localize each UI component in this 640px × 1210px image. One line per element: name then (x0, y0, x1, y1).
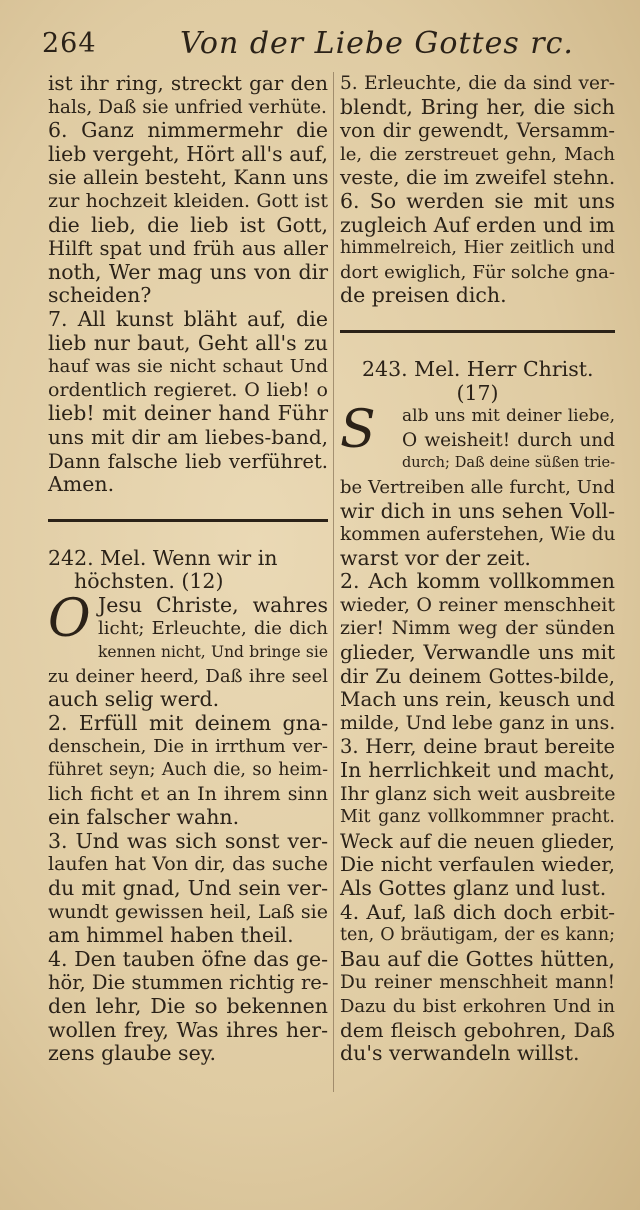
text-line: 7. All kunst bläht auf, die (48, 306, 328, 331)
hymn-tune-number: (17) (456, 380, 499, 405)
text-line: ten, O bräutigam, der es kann; (340, 925, 615, 946)
text-line: hör, Die stummen richtig re- (48, 971, 329, 995)
drop-cap: S (340, 400, 376, 461)
text-line: 5. Erleuchte, die da sind ver- (340, 73, 615, 94)
text-line: Amen. (48, 472, 115, 497)
hymn-title: 242. Mel. Wenn wir in (48, 545, 278, 570)
text-line: blendt, Bring her, die sich (340, 94, 615, 119)
text-line: Jesu Christe, wahres (98, 592, 328, 617)
stanza-4 (340, 901, 615, 1066)
text-line: laufen hat Von dir, das suche (48, 853, 328, 876)
stanza-2 (48, 712, 328, 830)
text-line: den lehr, Die so bekennen (48, 993, 328, 1018)
text-line: zu deiner heerd, Daß ihre seel (48, 665, 328, 687)
text-line: himmelreich, Hier zeitlich und (340, 238, 615, 259)
text-line: dem fleisch gebohren, Daß (340, 1017, 615, 1042)
text-line: Hilft spat und früh aus aller (48, 237, 328, 261)
section-rule (340, 308, 615, 348)
stanza-3 (340, 735, 615, 900)
text-line: Weck auf die neuen glieder, (340, 829, 615, 853)
text-line: Ihr glanz sich weit ausbreite (340, 782, 616, 805)
stanza-6 (48, 119, 328, 308)
text-line: zugleich Auf erden und im (340, 212, 615, 237)
text-line: 2. Ach komm vollkommen (340, 569, 615, 594)
text-line: kennen nicht, Und bringe sie (98, 643, 328, 662)
text-line: dir Zu deinem Gottes-bilde, (340, 664, 615, 688)
text-line: O weisheit! durch und (402, 429, 615, 451)
text-line: lieb! mit deiner hand Führ (48, 401, 328, 426)
text-line: du's verwandeln willst. (340, 1041, 580, 1066)
text-line: kommen auferstehen, Wie du (340, 524, 616, 546)
text-line: warst vor der zeit. (340, 545, 531, 570)
text-line: ist ihr ring, streckt gar den (48, 71, 328, 95)
hymn-title: höchsten. (12) (74, 569, 224, 594)
text-line: Du reiner menschheit mann! (340, 972, 615, 994)
right-column (340, 72, 615, 1066)
text-line: lieb vergeht, Hört all's auf, (48, 141, 328, 166)
stanza-3 (48, 830, 328, 948)
text-line: milde, Und lebe ganz in uns. (340, 711, 616, 734)
text-line: auch selig werd. (48, 687, 220, 712)
stanza-6 (340, 190, 615, 308)
text-line: Bau auf die Gottes hütten, (340, 946, 615, 971)
text-line: Dazu du bist erkohren Und in (340, 995, 615, 1017)
text-line: 4. Auf, laß dich doch erbit- (340, 899, 615, 924)
text-line: zur hochzeit kleiden. Gott ist (48, 189, 328, 212)
drop-cap: O (48, 588, 91, 649)
running-title: Von der Liebe Gottes rc. (180, 26, 574, 61)
text-line: durch; Daß deine süßen trie- (402, 455, 615, 472)
text-line: wieder, O reiner menschheit (340, 593, 615, 616)
page-header (0, 20, 640, 70)
text-line: dort ewiglich, Für solche gna- (340, 261, 615, 283)
left-column (48, 72, 328, 1066)
text-line: Mach uns rein, keusch und (340, 687, 615, 712)
text-line: 6. So werden sie mit uns (340, 188, 615, 213)
stanza-7 (48, 308, 328, 497)
text-line: de preisen dich. (340, 283, 507, 308)
stanza-4 (48, 948, 328, 1066)
text-line: Mit ganz vollkommner pracht. (340, 807, 615, 828)
text-line: 4. Den tauben öfne das ge- (48, 946, 328, 971)
text-line: licht; Erleuchte, die dich (98, 618, 328, 640)
text-line: du mit gnad, Und sein ver- (48, 876, 328, 900)
text-line: glieder, Verwandle uns mit (340, 640, 615, 665)
hymn-242-heading (48, 547, 328, 594)
text-line: Als Gottes glanz und lust. (340, 876, 607, 900)
text-line: hauf was sie nicht schaut Und (48, 356, 328, 378)
text-line: alb uns mit deiner liebe, (402, 406, 615, 427)
text-line: 2. Erfüll mit deinem gna- (48, 710, 328, 735)
text-line: le, die zerstreuet gehn, Mach (340, 143, 615, 165)
text-line: ordentlich regieret. O lieb! o (48, 378, 328, 401)
text-line: 3. Herr, deine braut bereite (340, 735, 615, 759)
text-line: die lieb, die lieb ist Gott, (48, 212, 328, 237)
text-line: denschein, Die in irrthum ver- (48, 736, 328, 758)
stanza-5 (340, 72, 615, 190)
hymn-243-heading (340, 358, 615, 405)
text-line: zens glaube sey. (48, 1041, 217, 1066)
hymn-title: 243. Mel. Herr Christ. (362, 356, 594, 381)
text-line: wollen frey, Was ihres her- (48, 1017, 328, 1042)
text-line: lich ficht et an In ihrem sinn (48, 782, 328, 805)
hymn-243-opening (340, 400, 616, 570)
section-rule (48, 497, 328, 537)
text-line: veste, die im zweifel stehn. (340, 165, 616, 190)
stanza-continuation (48, 72, 328, 119)
text-line: Die nicht verfaulen wieder, (340, 852, 615, 877)
hymn-242-opening (48, 588, 328, 712)
text-line: uns mit dir am liebes-band, (48, 424, 328, 449)
text-line: führet seyn; Auch die, so heim- (48, 760, 328, 781)
text-line: am himmel haben theil. (48, 923, 294, 948)
text-line: ein falscher wahn. (48, 805, 240, 830)
text-line: wundt gewissen heil, Laß sie (48, 900, 328, 923)
text-line: 3. Und was sich sonst ver- (48, 828, 328, 853)
text-line: wir dich in uns sehen Voll- (340, 498, 615, 523)
text-line: In herrlichkeit und macht, (340, 758, 615, 783)
text-line: be Vertreiben alle furcht, Und (340, 476, 615, 498)
page-number: 264 (42, 28, 97, 59)
text-line: hals, Daß sie unfried verhüte. (48, 96, 327, 118)
text-line: scheiden? (48, 283, 152, 308)
stanza-2 (340, 570, 615, 735)
text-line: lieb nur baut, Geht all's zu (48, 330, 328, 355)
text-line: zier! Nimm weg der sünden (340, 617, 615, 640)
text-line: sie allein besteht, Kann uns (48, 165, 329, 190)
column-divider (333, 72, 334, 1092)
text-line: Dann falsche lieb verführet. (48, 449, 328, 473)
text-line: von dir gewendt, Versamm- (340, 119, 615, 143)
text-line: noth, Wer mag uns von dir (48, 259, 328, 284)
text-line: 6. Ganz nimmermehr die (48, 118, 328, 143)
